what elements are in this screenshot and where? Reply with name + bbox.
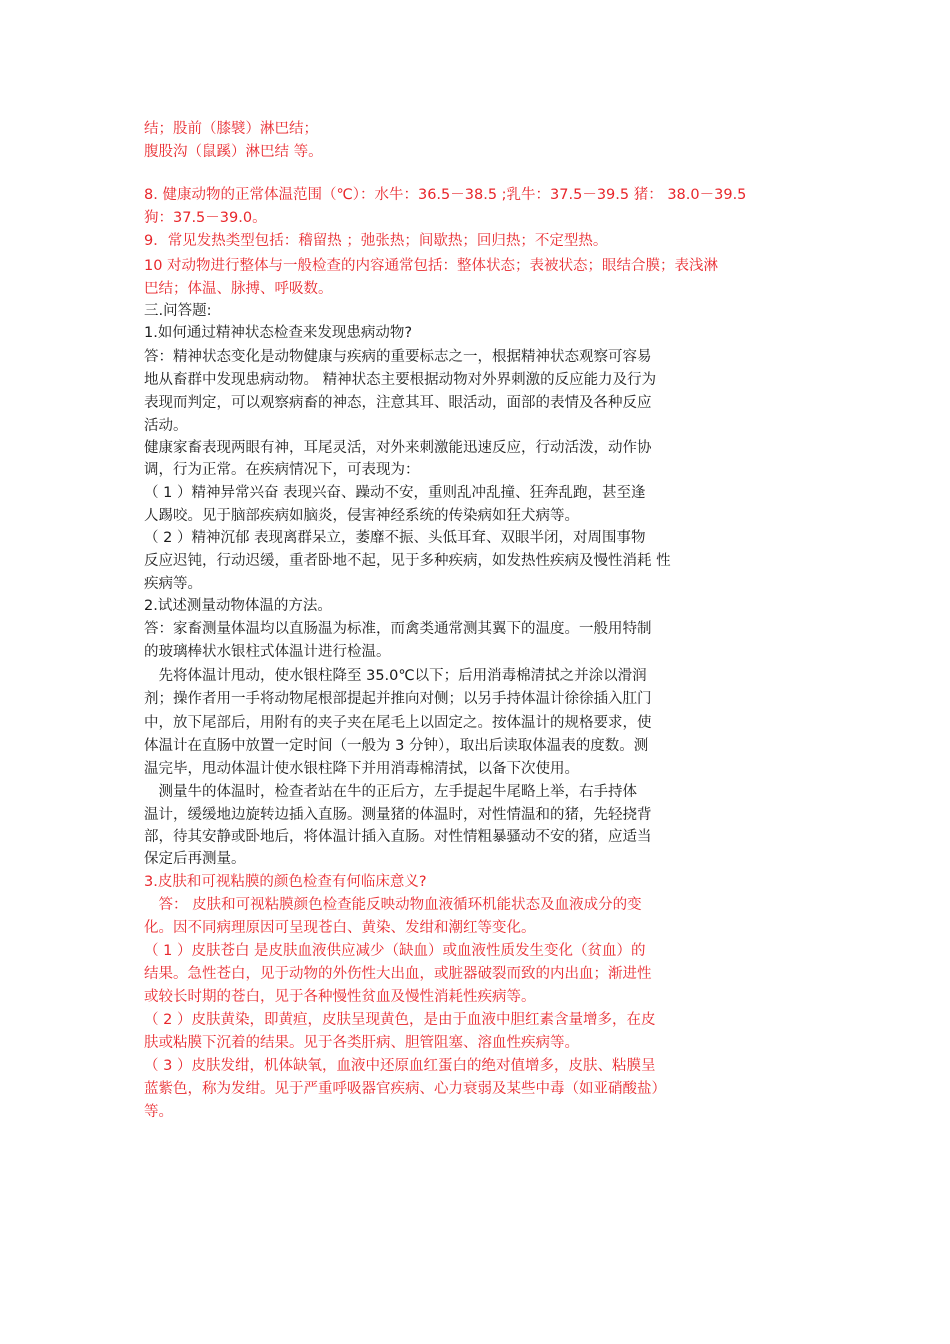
question-1-title: 1.如何通过精神状态检查来发现患病动物?: [144, 325, 413, 341]
answer-1-line: 疾病等。: [144, 576, 202, 592]
answer-2-line: 温计，缓缓地边旋转边插入直肠。测量猪的体温时，对性情温和的猪，先轻挠背: [144, 807, 652, 823]
answer-1-line: 调，行为正常。在疾病情况下，可表现为：: [144, 462, 420, 478]
answer-3-line: （ 2 ）皮肤黄染，即黄疸，皮肤呈现黄色，是由于血液中胆红素含量增多，在皮: [144, 1012, 656, 1028]
answer-3-line: 化。因不同病理原因可呈现苍白、黄染、发绀和潮红等变化。: [144, 920, 536, 936]
temperature-range-line-1: 8. 健康动物的正常体温范围（℃）：水牛：36.5－38.5 ;乳牛：37.5－39.5 猪： 38.0－39.5: [144, 187, 747, 203]
temperature-range-line-2: 狗：37.5－39.0。: [144, 210, 267, 226]
question-2-title: 2.试述测量动物体温的方法。: [144, 598, 332, 614]
answer-2-line: 测量牛的体温时，检查者站在牛的正后方，左手提起牛尾略上举，右手持体: [144, 784, 637, 800]
answer-1-line: 表现而判定，可以观察病畜的神态，注意其耳、眼活动，面部的表情及各种反应: [144, 395, 652, 411]
answer-1-line: 地从畜群中发现患病动物。 精神状态主要根据动物对外界刺激的反应能力及行为: [144, 372, 657, 388]
lymph-node-line-1: 结；股前（膝襞）淋巴结；: [144, 121, 318, 137]
answer-3-line: 答： 皮肤和可视粘膜颜色检查能反映动物血液循环机能状态及血液成分的变: [144, 897, 642, 913]
answer-1-line: 人踢咬。见于脑部疾病如脑炎，侵害神经系统的传染病如狂犬病等。: [144, 508, 579, 524]
fever-types-line: 9．常见发热类型包括：稽留热 ；弛张热；间歇热；回归热；不定型热。: [144, 233, 608, 249]
general-exam-line-1: 10 对动物进行整体与一般检查的内容通常包括：整体状态；表被状态；眼结合膜；表浅淋: [144, 258, 719, 274]
answer-3-line: 肤或粘膜下沉着的结果。见于各类肝病、胆管阻塞、溶血性疾病等。: [144, 1035, 579, 1051]
answer-3-line: 结果。急性苍白，见于动物的外伤性大出血，或脏器破裂而致的内出血；渐进性: [144, 966, 652, 982]
section-heading: 三.问答题:: [144, 303, 212, 319]
answer-2-line: 中，放下尾部后，用附有的夹子夹在尾毛上以固定之。按体温计的规格要求，使: [144, 715, 652, 731]
answer-2-line: 体温计在直肠中放置一定时间（一般为 3 分钟），取出后读取体温表的度数。测: [144, 738, 649, 754]
answer-2-line: 部，待其安静或卧地后，将体温计插入直肠。对性情粗暴骚动不安的猪，应适当: [144, 829, 652, 845]
answer-2-line: 剂；操作者用一手将动物尾根部提起并推向对侧；以另手持体温计徐徐插入肛门: [144, 691, 652, 707]
answer-2-line: 先将体温计甩动，使水银柱降至 35.0℃以下；后用消毒棉清拭之并涂以滑润: [144, 668, 647, 684]
answer-1-line: （ 2 ）精神沉郁 表现离群呆立，萎靡不振、头低耳耷、双眼半闭，对周围事物: [144, 530, 646, 546]
answer-1-line: （ 1 ）精神异常兴奋 表现兴奋、躁动不安，重则乱冲乱撞、狂奔乱跑，甚至逢: [144, 485, 646, 501]
answer-1-line: 答：精神状态变化是动物健康与疾病的重要标志之一，根据精神状态观察可容易: [144, 349, 652, 365]
answer-1-line: 反应迟钝，行动迟缓，重者卧地不起，见于多种疾病，如发热性疾病及慢性消耗 性: [144, 553, 671, 569]
answer-3-line: （ 1 ）皮肤苍白 是皮肤血液供应减少（缺血）或血液性质发生变化（贫血）的: [144, 943, 646, 959]
answer-3-line: 蓝紫色，称为发绀。见于严重呼吸器官疾病、心力衰弱及某些中毒（如亚硝酸盐）: [144, 1081, 666, 1097]
answer-2-line: 温完毕，甩动体温计使水银柱降下并用消毒棉清拭，以备下次使用。: [144, 761, 579, 777]
question-3-title: 3.皮肤和可视粘膜的颜色检查有何临床意义?: [144, 874, 427, 890]
answer-1-line: 健康家畜表现两眼有神，耳尾灵活，对外来刺激能迅速反应，行动活泼，动作协: [144, 440, 652, 456]
answer-2-line: 答：家畜测量体温均以直肠温为标准，而禽类通常测其翼下的温度。一般用特制: [144, 621, 652, 637]
lymph-node-line-2: 腹股沟（鼠蹊）淋巴结 等。: [144, 144, 323, 160]
answer-3-line: （ 3 ）皮肤发绀，机体缺氧，血液中还原血红蛋白的绝对值增多，皮肤、粘膜呈: [144, 1058, 656, 1074]
answer-3-line: 等。: [144, 1104, 173, 1120]
answer-2-line: 保定后再测量。: [144, 851, 246, 867]
general-exam-line-2: 巴结；体温、脉搏、呼吸数。: [144, 281, 333, 297]
answer-1-line: 活动。: [144, 418, 188, 434]
answer-2-line: 的玻璃棒状水银柱式体温计进行检温。: [144, 644, 391, 660]
answer-3-line: 或较长时期的苍白，见于各种慢性贫血及慢性消耗性疾病等。: [144, 989, 536, 1005]
